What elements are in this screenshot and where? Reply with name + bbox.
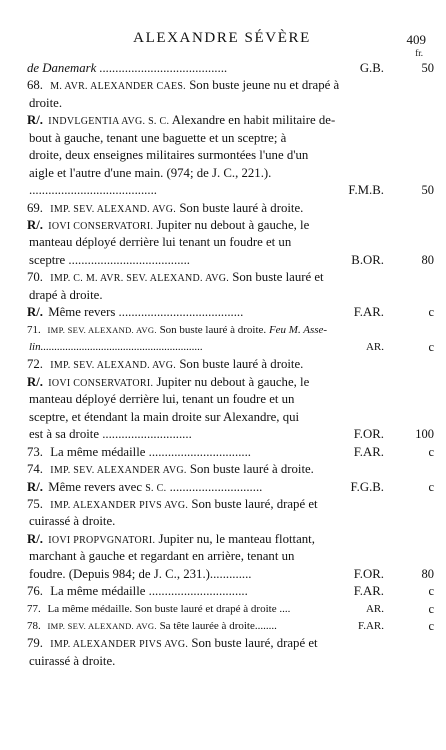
line-text [27, 618, 360, 635]
coin-legend: S. C. [145, 482, 167, 494]
description: Sa tête laurée à droite........ [159, 620, 277, 632]
catalog-line [0, 60, 446, 77]
line-text [29, 234, 420, 251]
catalog-line [0, 391, 446, 408]
price: c [428, 584, 434, 599]
coin-legend: INDVLGENTIA AVG. S. C. [48, 116, 170, 128]
line-text [27, 601, 360, 618]
catalog-line [0, 147, 446, 164]
catalog-line [0, 77, 446, 94]
entry-number: 78. [27, 620, 41, 632]
line-text [27, 112, 420, 130]
line-text [27, 583, 360, 600]
description: manteau déployé derrière lui tenant un foudre et un [29, 235, 292, 250]
price: c [428, 479, 434, 494]
description: lin........................................................... [29, 341, 203, 353]
catalog-line [0, 426, 446, 443]
price: 50 [421, 183, 434, 198]
coin-legend: IMP. SEV. ALEXAND. AVG. [50, 360, 177, 372]
page-number: 409 [406, 32, 426, 47]
line-text [29, 653, 420, 670]
entry-number: 79. [27, 636, 43, 651]
description: Alexandre en habit militaire de- [171, 113, 336, 128]
description: ........................................ [29, 183, 157, 198]
description: La même médaille ............................... [50, 584, 248, 599]
catalog-line [0, 583, 446, 600]
metal-grade: F.AR. [353, 584, 384, 599]
catalog-line [0, 566, 446, 583]
line-text [29, 287, 420, 304]
catalog-line [0, 601, 446, 618]
description: cuirassé à droite. [29, 653, 116, 668]
catalog-line [0, 112, 446, 129]
catalog-line [0, 409, 446, 426]
description: Jupiter nu debout à gauche, le [156, 374, 310, 389]
running-title: ALEXANDRE SÉVÈRE [133, 30, 311, 46]
line-text [29, 426, 360, 443]
line-text [29, 548, 420, 565]
catalog-line [0, 496, 446, 513]
price-unit-label: fr. [415, 48, 423, 58]
catalog-line [0, 513, 446, 530]
description: Son buste lauré à droite. [189, 462, 314, 477]
description: Même revers avec [48, 479, 142, 494]
description: Jupiter nu, le manteau flottant, [158, 531, 315, 546]
line-text [27, 269, 420, 287]
description: aigle et l'autre d'une main. (974; de J. C., 221.). [29, 165, 272, 180]
catalog-line [0, 130, 446, 147]
metal-grade: F.OR. [353, 427, 384, 442]
entry-number: 72. [27, 357, 43, 372]
description: sceptre, et étendant la main droite sur Alexandre, qui [29, 409, 300, 424]
description: Son buste lauré, drapé et [191, 496, 318, 511]
line-text [29, 147, 420, 164]
price: c [428, 340, 434, 354]
catalog-line [0, 182, 446, 199]
line-text [27, 531, 420, 549]
catalog-line [0, 653, 446, 670]
entry-number: 69. [27, 200, 43, 215]
line-text [29, 566, 360, 583]
metal-grade: B.OR. [351, 252, 384, 267]
line-text [29, 252, 360, 269]
metal-grade: F.AR. [353, 305, 384, 320]
line-text [29, 165, 420, 182]
coin-legend: IOVI PROPVGNATORI. [48, 534, 156, 546]
catalog-line [0, 165, 446, 182]
catalog-line [0, 234, 446, 251]
catalog-line [0, 374, 446, 391]
entry-number: 73. [27, 444, 43, 459]
coin-legend: IMP. ALEXANDER PIVS AVG. [50, 639, 189, 651]
price: c [428, 619, 434, 633]
description: est à sa droite ............................ [29, 427, 192, 442]
description: Son buste lauré à droite. [179, 200, 304, 215]
line-text [29, 513, 420, 530]
price: c [428, 601, 434, 616]
description: Son buste lauré, drapé et [191, 636, 318, 651]
catalog-line [0, 479, 446, 496]
line-text [27, 77, 420, 95]
description: Son buste jeune nu et drapé à [189, 78, 340, 93]
line-text [29, 339, 360, 356]
price: 100 [415, 427, 434, 442]
line-text [27, 479, 360, 497]
entry-number: 76. [27, 584, 43, 599]
metal-grade: F.AR. [357, 620, 384, 632]
description: Son buste lauré à droite. [159, 323, 267, 336]
reverse-mark: R/. [27, 217, 43, 232]
price: c [428, 305, 434, 320]
entry-number: 77. [27, 602, 41, 615]
line-text [29, 95, 420, 112]
catalog-line [0, 531, 446, 548]
coin-legend: IMP. SEV. ALEXAND. AVG. [50, 203, 177, 215]
provenance: Feu M. Asse- [268, 323, 328, 336]
line-text [27, 374, 420, 392]
catalog-line [0, 217, 446, 234]
metal-grade: G.B. [359, 61, 384, 75]
description: Jupiter nu debout à gauche, le [156, 217, 310, 232]
entry-number: 70. [27, 270, 43, 285]
entry-number: 75. [27, 496, 43, 511]
page-header [0, 30, 446, 58]
coin-legend: M. AVR. ALEXANDER CAES. [50, 81, 186, 93]
line-text [29, 130, 420, 147]
description: sceptre ...................................... [29, 252, 191, 267]
catalog-line [0, 356, 446, 373]
price: 80 [421, 252, 434, 267]
metal-grade: AR. [365, 341, 384, 353]
description: bout à gauche, tenant une baguette et un sceptre; à [29, 130, 287, 145]
description: La même médaille. Son buste lauré et drapé à droite .... [47, 602, 291, 615]
line-text [27, 635, 420, 653]
catalog-line [0, 322, 446, 339]
metal-grade: F.G.B. [350, 479, 384, 494]
line-text [27, 444, 360, 461]
reverse-mark: R/. [27, 531, 43, 546]
line-text [27, 200, 420, 218]
coin-legend: IOVI CONSERVATORI. [48, 377, 154, 389]
catalog-line [0, 304, 446, 321]
catalog-line [0, 548, 446, 565]
coin-legend: IMP. SEV. ALEXAND. AVG. [47, 324, 157, 335]
coin-legend: IMP. SEV. ALEXANDER AVG. [50, 465, 187, 477]
metal-grade: F.OR. [353, 566, 384, 581]
coin-legend: IMP. C. M. AVR. SEV. ALEXAND. AVG. [50, 273, 230, 285]
catalog-line [0, 461, 446, 478]
line-text [27, 356, 420, 374]
catalog-line [0, 635, 446, 652]
line-text [29, 182, 360, 199]
reverse-mark: R/. [27, 479, 43, 494]
description: de Danemark ........................................ [27, 61, 228, 75]
catalog-line [0, 95, 446, 112]
price: 50 [421, 61, 434, 75]
entry-number: 68. [27, 78, 43, 93]
line-text [29, 391, 420, 408]
description: Son buste lauré à droite. [179, 357, 304, 372]
catalog-line [0, 339, 446, 356]
description: droite. [29, 95, 63, 110]
entry-number: 71. [27, 323, 41, 336]
reverse-mark: R/. [27, 113, 43, 128]
line-text [27, 461, 420, 479]
description: droite, deux enseignes militaires surmontées l'une d'un [29, 148, 309, 163]
metal-grade: AR. [365, 602, 384, 615]
catalog-line [0, 618, 446, 635]
description: La même médaille ................................ [50, 444, 251, 459]
catalog-entries [0, 60, 446, 670]
description: foudre. (Depuis 984; de J. C., 231.)............. [29, 566, 252, 581]
line-text [27, 304, 360, 321]
description: ............................. [169, 479, 263, 494]
description: Même revers ....................................... [48, 305, 244, 320]
price: 80 [421, 566, 434, 581]
line-text [27, 322, 420, 339]
description: manteau déployé derrière lui, tenant un foudre et un [29, 392, 295, 407]
metal-grade: F.AR. [353, 444, 384, 459]
catalog-line [0, 287, 446, 304]
description: drapé à droite. [29, 287, 103, 302]
reverse-mark: R/. [27, 305, 43, 320]
coin-legend: IMP. SEV. ALEXAND. AVG. [47, 621, 157, 631]
line-text [27, 60, 360, 77]
line-text [27, 496, 420, 514]
catalog-line [0, 269, 446, 286]
line-text [27, 217, 420, 235]
description: marchant à gauche et regardant en arrière, tenant un [29, 549, 295, 564]
coin-legend: IMP. ALEXANDER PIVS AVG. [50, 499, 189, 511]
price: c [428, 444, 434, 459]
metal-grade: F.M.B. [348, 183, 384, 198]
description: cuirassé à droite. [29, 514, 116, 529]
catalog-line [0, 200, 446, 217]
catalog-line [0, 444, 446, 461]
coin-legend: IOVI CONSERVATORI. [48, 220, 154, 232]
reverse-mark: R/. [27, 374, 43, 389]
line-text [29, 409, 420, 426]
catalog-line [0, 252, 446, 269]
description: Son buste lauré et [232, 270, 324, 285]
entry-number: 74. [27, 462, 43, 477]
